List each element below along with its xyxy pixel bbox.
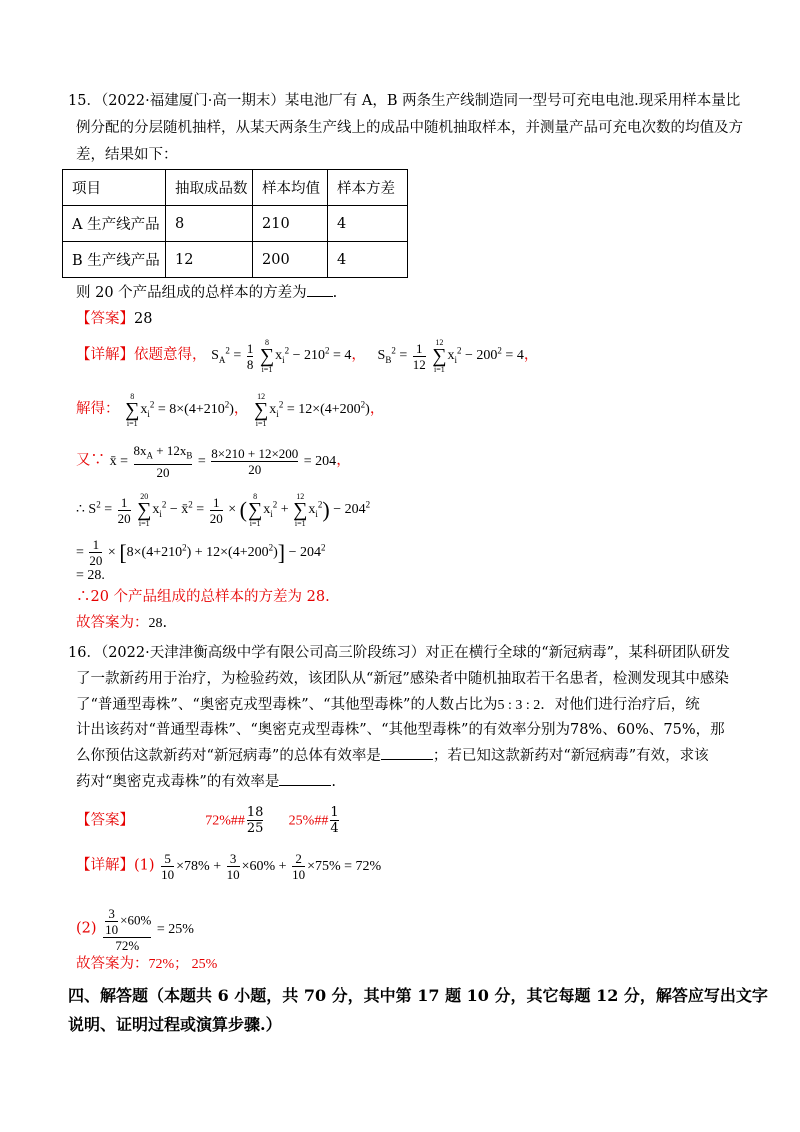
q15-mean-line: 又∵ x̄ = $\frac{8x_A + 12x_B}{20}$ = $\frac{8\times 210 + 12\times 200}{20}$ = 204， bbox=[76, 443, 351, 480]
section-4-heading-line-2: 说明、证明过程或演算步骤.） bbox=[68, 1015, 282, 1034]
q16-line-2: 了一款新药用于治疗，为检验药效，该团队从“新冠”感染者中随机抽取若干名患者，检测发现其中感染 bbox=[76, 671, 729, 687]
table-row bbox=[63, 242, 408, 278]
answer-blank bbox=[307, 282, 333, 297]
q15-solve-line: 解得： 8 ∑ i=1 $x_i^2 = 8\times(4+210^2)$， 12 ∑ i=1 $x_i^2 = 12\times(4+200^2)$， bbox=[76, 392, 385, 428]
table-header-cell: 样本均值 bbox=[253, 170, 328, 206]
detail-label: 【详解】 bbox=[76, 857, 134, 874]
table-cell: 4 bbox=[328, 242, 408, 278]
q15-variance-line-1: ∴ $S^2$ = $\frac{1}{20}$ 20 ∑ i=1 $x_i^2$ − x̄$^2$ = $\frac{1}{20}$ × ( 8 ∑ i=1 $x_i^2$ + 12 ∑ i=1 $x_i^2) - 204^2$ bbox=[76, 492, 371, 528]
solve-label: 解得： bbox=[76, 401, 120, 418]
q16-answer: 【答案】 72%## $\frac{18}{25}$ 25%## $\frac{1}{4}$ bbox=[76, 805, 339, 836]
table-cell: 12 bbox=[166, 242, 253, 278]
answer-value: 28 bbox=[134, 311, 153, 327]
answer-label: 【答案】 bbox=[76, 311, 134, 327]
detail-label: 【详解】 bbox=[76, 347, 134, 364]
q16-line-4: 计出该药对“普通型毒株”、“奥密克戎型毒株”、“其他型毒株”的有效率分别为78%、60%、75%，那 bbox=[76, 722, 725, 738]
q15-detail-line: 【详解】依题意得， $S_A^2$ = $\frac{1}{8}$ 8 ∑ i=1 $x_i^2 - 210^2 = 4$， $S_B^2$ = $\frac{1}{12}$ 12 ∑ i=1 $x_i^2 - 200^2 = 4$， bbox=[76, 338, 539, 374]
q16-detail-part2: (2) $\frac{3}{10}$ ×60% 72% = 25% bbox=[76, 906, 194, 953]
q15-line-3: 差，结果如下： bbox=[76, 147, 178, 163]
table-cell: B 生产线产品 bbox=[63, 242, 166, 278]
q16-detail-part1: 【详解】(1) $\frac{5}{10}$ ×78% + $\frac{3}{10}$ ×60% + $\frac{2}{10}$ ×75% = 72% bbox=[76, 851, 382, 882]
q15-answer bbox=[76, 308, 152, 330]
q15-final-answer: 故答案为：28. bbox=[76, 615, 168, 631]
section-4-heading-line-1: 四、解答题（本题共 6 小题，共 70 分，其中第 17 题 10 分，其它每题 12 分，解答应写出文字 bbox=[68, 986, 768, 1005]
table-cell: 200 bbox=[253, 242, 328, 278]
q16-final-answer: 故答案为：72%； 25% bbox=[76, 956, 218, 972]
table-cell: 4 bbox=[328, 206, 408, 242]
table-header-cell: 样本方差 bbox=[328, 170, 408, 206]
table-row bbox=[63, 206, 408, 242]
q15-line-1: 15．（2022·福建厦门·高一期末）某电池厂有 A，B 两条生产线制造同一型号可充电电池.现采用样本量比 bbox=[68, 93, 741, 109]
table-cell: A 生产线产品 bbox=[63, 206, 166, 242]
again-label: 又∵ bbox=[76, 452, 105, 469]
q15-conclusion: ∴20 个产品组成的总样本的方差为 28. bbox=[76, 589, 330, 605]
q16-line-1: 16．（2022·天津津衡高级中学有限公司高三阶段练习）对正在横行全球的“新冠病毒”，某科研团队研发 bbox=[68, 645, 731, 661]
ratio: 5 : 3 : 2 bbox=[497, 698, 541, 713]
table-header-cell: 抽取成品数 bbox=[166, 170, 253, 206]
q15-line-2: 例分配的分层随机抽样，从某天两条生产线上的成品中随机抽取样本，并测量产品可充电次数的均值及方 bbox=[76, 120, 743, 136]
table-cell: 210 bbox=[253, 206, 328, 242]
q15-question: 则 20 个产品组成的总样本的方差为 . bbox=[76, 282, 337, 304]
answer-blank bbox=[279, 771, 331, 786]
table-cell: 8 bbox=[166, 206, 253, 242]
answer-blank bbox=[381, 745, 433, 760]
q15-variance-line-3: = 28. bbox=[76, 568, 105, 583]
table-header-cell: 项目 bbox=[63, 170, 166, 206]
q15-variance-line-2: = $\frac{1}{20}$ × $[8\times(4+210^2) + 12\times(4+200^2)] - 204^2$ bbox=[76, 536, 326, 568]
table-header-row bbox=[63, 170, 408, 206]
q16-line-5: 么你预估这款新药对“新冠病毒”的总体有效率是 ；若已知这款新药对“新冠病毒”有效，求该 bbox=[76, 745, 709, 767]
q16-line-3: 了“普通型毒株”、“奥密克戎型毒株”、“其他型毒株”的人数占比为5 : 3 : 2．对他们进行治疗后，统 bbox=[76, 697, 700, 713]
q16-line-6: 药对“奥密克戎毒株”的有效率是 . bbox=[76, 771, 336, 793]
answer-label: 【答案】 bbox=[76, 812, 134, 829]
q15-data-table bbox=[62, 169, 408, 278]
